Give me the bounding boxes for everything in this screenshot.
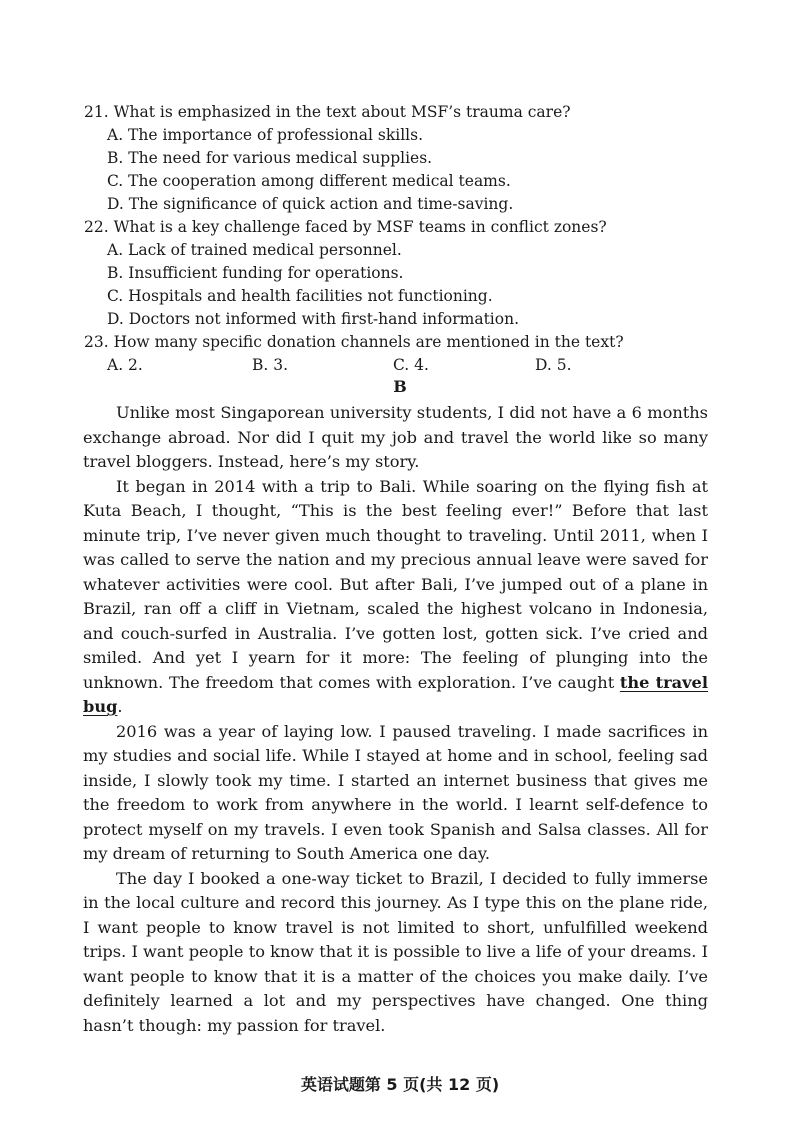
passage-paragraph-3: 2016 was a year of laying low. I paused traveling. I made sacrifices in my studies and social life. While I stayed at home and in school, feeling sad inside, I slowly took my time. I started an internet business that gives me the freedom to work from anywhere in the world. I learnt self-defence to protect myself on my travels. I even took Spanish and Salsa classes. All for my dream of returning to South America one day. bbox=[83, 721, 708, 863]
question-21-option-d: D. The significance of quick action and time-saving. bbox=[107, 195, 514, 213]
question-22-option-a: A. Lack of trained medical personnel. bbox=[107, 241, 402, 259]
question-22-option-d: D. Doctors not informed with first-hand information. bbox=[107, 310, 519, 328]
question-23-option-c: C. 4. bbox=[393, 356, 429, 374]
passage-paragraph-2 bbox=[83, 475, 708, 720]
question-22-stem: 22. What is a key challenge faced by MSF teams in conflict zones? bbox=[84, 218, 607, 236]
reading-passage bbox=[83, 401, 708, 1038]
question-21-stem: 21. What is emphasized in the text about MSF’s trauma care? bbox=[84, 103, 571, 121]
question-23-stem: 23. How many specific donation channels are mentioned in the text? bbox=[84, 333, 624, 351]
page-footer: 英语试题第 5 页(共 12 页) bbox=[300, 1075, 500, 1094]
question-21-option-c: C. The cooperation among different medical teams. bbox=[107, 172, 511, 190]
question-21-option-a: A. The importance of professional skills. bbox=[107, 126, 423, 144]
question-23-option-b: B. 3. bbox=[252, 356, 289, 374]
question-21-option-b: B. The need for various medical supplies. bbox=[107, 149, 433, 167]
question-23-option-a: A. 2. bbox=[107, 356, 143, 374]
question-22-option-c: C. Hospitals and health facilities not functioning. bbox=[107, 287, 493, 305]
question-22-option-b: B. Insufficient funding for operations. bbox=[107, 264, 404, 282]
passage-paragraph-2-text: It began in 2014 with a trip to Bali. While soaring on the flying fish at Kuta Beach, I thought, “This is the best feeling ever!” Before that last minute trip, I’ve never given much thought to traveling. Until 2011, when I was called to serve the nation and my precious annual leave were saved for whatever activities were cool. But after Bali, I’ve jumped out of a plane in Brazil, ran off a cliff in Vietnam, scaled the highest volcano in Indonesia, and couch-surfed in Australia. I’ve gotten lost, gotten sick. I’ve cried and smiled. And yet I yearn for it more: The feeling of plunging into the unknown. The freedom that comes with exploration. I’ve caught bbox=[83, 476, 708, 692]
section-heading: B bbox=[393, 377, 407, 396]
passage-paragraph-1: Unlike most Singaporean university students, I did not have a 6 months exchange abroad. Nor did I quit my job and travel the world like so many travel bloggers. Instead, here’s my story. bbox=[83, 403, 708, 471]
question-23-option-d: D. 5. bbox=[535, 356, 572, 374]
highlighted-phrase: the travel bug bbox=[83, 672, 708, 716]
passage-paragraph-4: The day I booked a one-way ticket to Brazil, I decided to fully immerse in the local culture and record this journey. As I type this on the plane ride, I want people to know travel is not limited to short, unfulfilled weekend trips. I want people to know that it is possible to live a life of your dreams. I want people to know that it is a matter of the choices you make daily. I’ve definitely learned a lot and my perspectives have changed. One thing hasn’t though: my passion for travel. bbox=[83, 868, 708, 1035]
passage-paragraph-2-end: . bbox=[117, 697, 123, 716]
